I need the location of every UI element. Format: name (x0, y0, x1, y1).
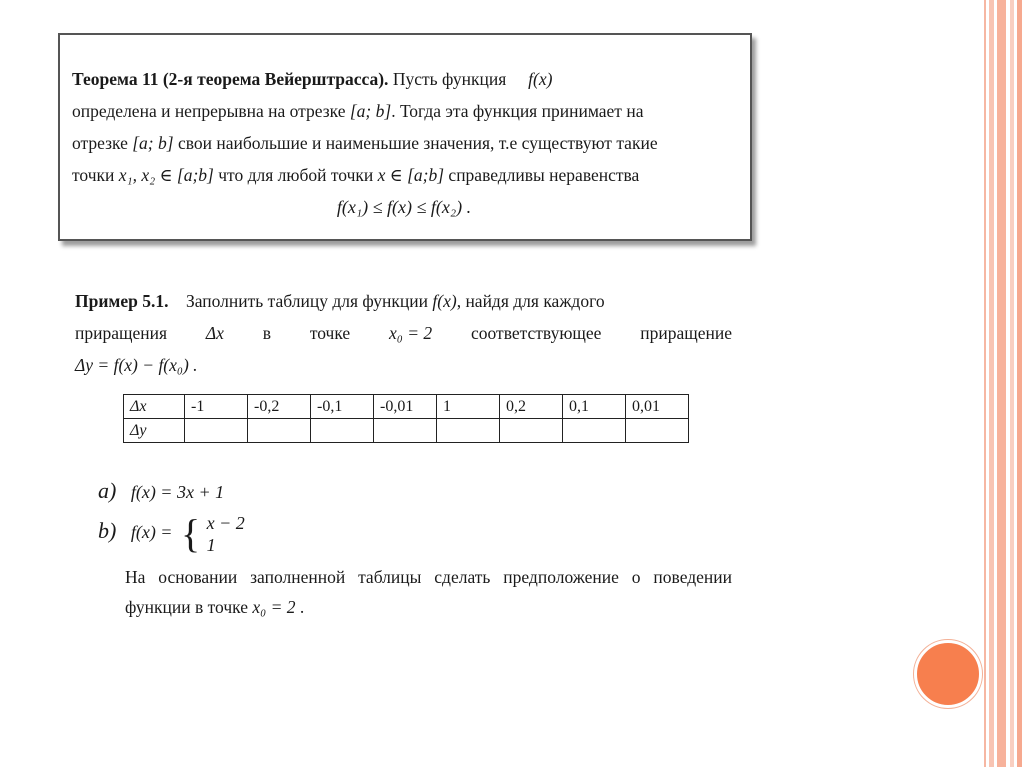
conclusion-span: . (299, 597, 305, 617)
table-cell: -1 (185, 395, 248, 419)
table-cell (185, 419, 248, 443)
decorative-stripes (976, 0, 1024, 767)
formula: x₁, x₂ ∈ [a;b] (118, 165, 214, 185)
theorem-line-4 (72, 159, 736, 191)
table-cell (626, 419, 689, 443)
formula: Δy = f(x) − f(x₀) . (75, 355, 198, 375)
theorem-text-span: что для любой точки (218, 165, 374, 185)
formula: [a; b] (349, 101, 392, 121)
table-cell: 0,1 (563, 395, 626, 419)
stripe (989, 0, 994, 767)
table-row (124, 395, 689, 419)
theorem-text-span: справедливы неравенства (448, 165, 640, 185)
example-line-2 (75, 317, 732, 349)
theorem-line-1 (72, 63, 736, 95)
theorem-line-3 (72, 127, 736, 159)
example-title: Пример 5.1. (75, 291, 169, 311)
formula: f(x) (432, 291, 457, 311)
stripe (997, 0, 1006, 767)
decorative-circle (914, 640, 982, 708)
theorem-title: Теорема 11 (2-я теорема Вейерштрасса). (72, 69, 389, 89)
stripe (984, 0, 986, 767)
piecewise-cases (207, 512, 245, 556)
example-text (75, 285, 732, 381)
stripe (1017, 0, 1022, 767)
table-cell: -0,01 (374, 395, 437, 419)
table-cell (248, 419, 311, 443)
formula: x ∈ [a;b] (377, 165, 445, 185)
table-cell (374, 419, 437, 443)
theorem-text-span: определена и непрерывна на отрезке (72, 101, 346, 121)
theorem-line-2 (72, 95, 736, 127)
formula: f(x) = (130, 522, 173, 543)
stripe (1010, 0, 1014, 767)
example-text-span: в (262, 323, 271, 343)
example-text-span: Заполнить таблицу для функции (185, 291, 429, 311)
table-cell: 0,01 (626, 395, 689, 419)
theorem-text-span: точки (72, 165, 115, 185)
example-line-3 (75, 349, 732, 381)
table-cell: 0,2 (500, 395, 563, 419)
theorem-text-span: отрезке (72, 133, 128, 153)
formula: f(x) (528, 69, 553, 89)
table-cell: -0,1 (311, 395, 374, 419)
example-text-span: соответствующее (471, 323, 602, 343)
example-text-span: , найдя для каждого (456, 291, 605, 311)
formula: x₀ = 2 (252, 597, 296, 617)
formula: [a; b] (132, 133, 174, 153)
theorem-text-span: свои наибольшие и наименьшие значения, т.е существуют такие (177, 133, 658, 153)
table-cell (311, 419, 374, 443)
formula: 1 (206, 535, 216, 555)
formula: Δx (205, 323, 224, 343)
example-text-span: приращения (75, 323, 168, 343)
increment-table (123, 394, 689, 443)
table-row (124, 419, 689, 443)
table-cell (500, 419, 563, 443)
variant-tag: a) (98, 478, 117, 503)
theorem-inequality: f(x₁) ≤ f(x) ≤ f(x₂) . (336, 197, 472, 217)
table-cell: -0,2 (248, 395, 311, 419)
example-text-span: приращение (640, 323, 732, 343)
variant-b (98, 512, 245, 556)
table-cell (437, 419, 500, 443)
formula: x₀ = 2 (389, 323, 433, 343)
formula: f(x) = 3x + 1 (130, 482, 225, 502)
table-cell: 1 (437, 395, 500, 419)
variant-tag: b) (98, 518, 117, 544)
theorem-box (58, 33, 752, 241)
example-line-1 (75, 285, 732, 317)
conclusion-text (125, 562, 732, 622)
table-header-dy: Δy (124, 419, 185, 443)
brace-symbol: { (180, 511, 201, 556)
table-cell (563, 419, 626, 443)
conclusion-span: На основании заполненной таблицы сделать предположение о поведении функции в точке (125, 567, 732, 617)
example-text-span: точке (309, 323, 351, 343)
theorem-text-span: . Тогда эта функция принимает на (391, 101, 644, 121)
theorem-text-span: Пусть функция (392, 69, 507, 89)
table-header-dx: Δx (124, 395, 185, 419)
theorem-text (72, 63, 736, 223)
formula: x − 2 (206, 513, 245, 533)
variant-a (98, 478, 224, 504)
